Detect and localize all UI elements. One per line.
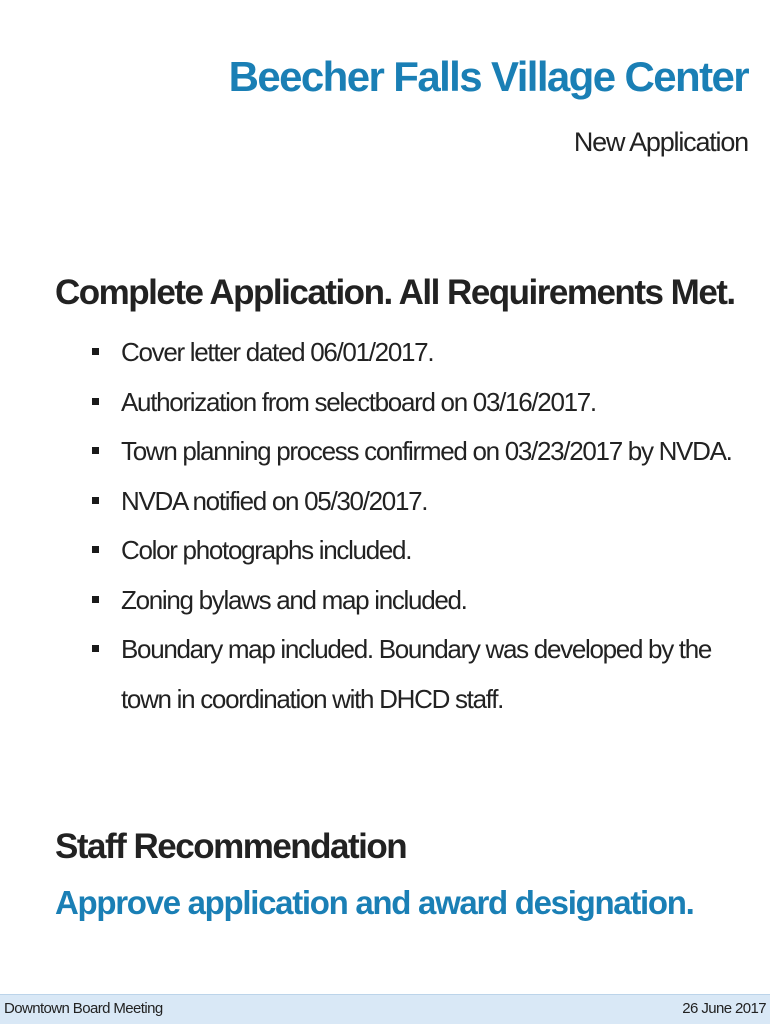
recommendation-text: Approve application and award designation. xyxy=(55,884,694,921)
list-item-text: NVDA notified on 05/30/2017. xyxy=(121,485,428,516)
list-item-text: Authorization from selectboard on 03/16/2017. xyxy=(121,386,596,417)
requirements-heading: Complete Application. All Requirements Met. xyxy=(55,273,735,312)
list-item xyxy=(90,427,750,477)
list-item-text: Cover letter dated 06/01/2017. xyxy=(121,337,434,367)
list-item-text: Zoning bylaws and map included. xyxy=(121,584,467,615)
list-item xyxy=(90,328,750,378)
list-item-text: Boundary map included. Boundary was developed by the town in coordination with DHCD staff. xyxy=(121,634,712,714)
square-bullet-icon xyxy=(92,348,99,355)
footer-date: 26 June 2017 xyxy=(682,1000,766,1017)
list-item xyxy=(90,378,750,428)
list-item xyxy=(90,625,750,724)
list-item-text: Town planning process confirmed on 03/23/2017 by NVDA. xyxy=(121,436,732,466)
square-bullet-icon xyxy=(92,645,99,652)
square-bullet-icon xyxy=(92,546,99,553)
footer-bar xyxy=(0,994,770,1024)
square-bullet-icon xyxy=(92,596,99,603)
square-bullet-icon xyxy=(92,497,99,504)
footer-meeting-name: Downtown Board Meeting xyxy=(4,1000,163,1017)
list-item-text: Color photographs included. xyxy=(121,535,412,565)
staff-recommendation-heading: Staff Recommendation xyxy=(55,827,407,866)
square-bullet-icon xyxy=(92,398,99,405)
page-title: Beecher Falls Village Center xyxy=(228,53,748,100)
page-subtitle: New Application xyxy=(573,127,748,157)
list-item xyxy=(90,477,750,527)
requirements-list xyxy=(90,328,750,724)
square-bullet-icon xyxy=(92,447,99,454)
list-item xyxy=(90,526,750,576)
list-item xyxy=(90,576,750,626)
